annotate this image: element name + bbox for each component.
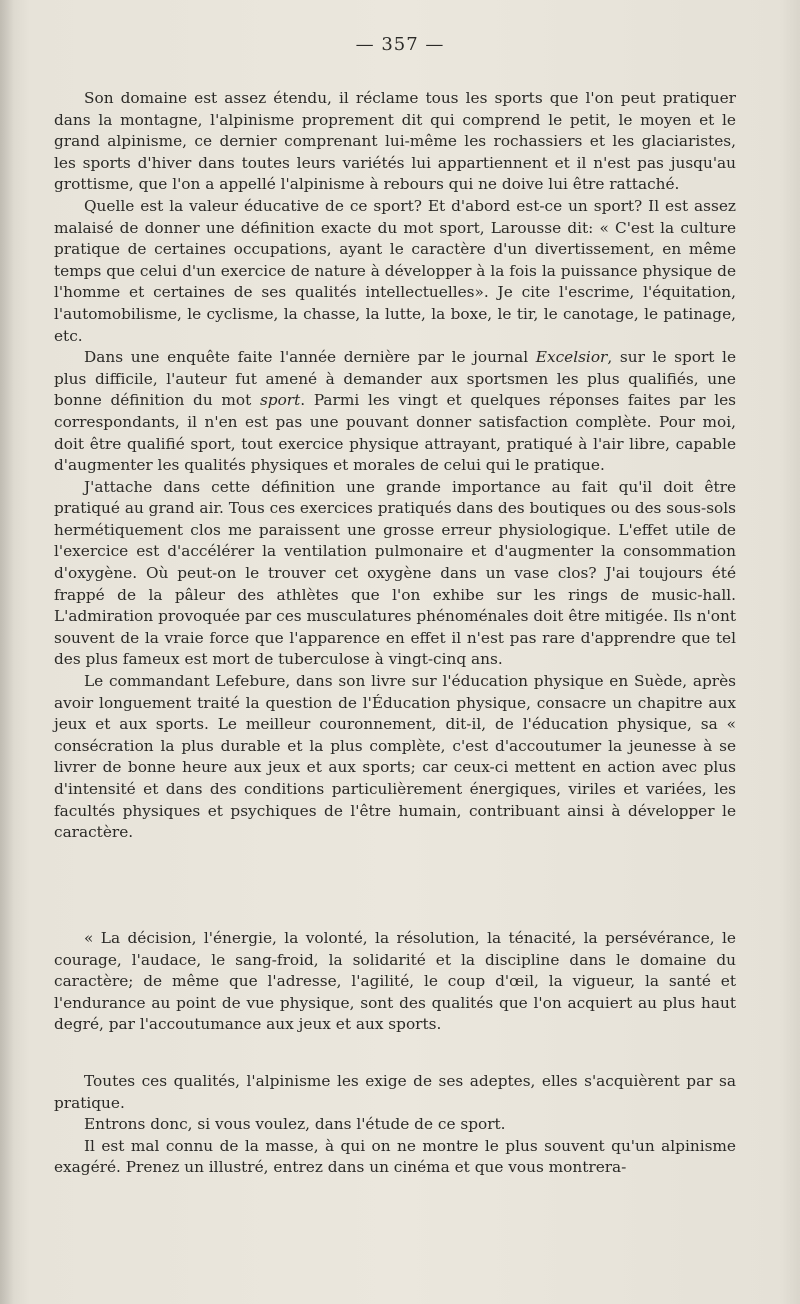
journal-title: Excelsior: [535, 348, 608, 367]
page-number: — 357 —: [355, 34, 445, 55]
main-text-block: [54, 88, 736, 844]
paragraph-text: , sur le sport le plus difficile, l'auteur fut amené à demander aux sportsmen les plus qualifiés, une bonne définition du mot: [54, 348, 736, 410]
paragraph: Son domaine est assez étendu, il réclame tous les sports que l'on peut pratiquer dans la montagne, l'alpinisme proprement dit qui comprend le petit, le moyen et le grand alpinisme, ce dernier comprenant lui-même les rochassiers et les glaciaristes, les sports d'hiver dans toutes leurs variétés lui appartiennent et il n'est pas jusqu'au grottisme, que l'on a appellé l'alpinisme à rebours qui ne doive lui être rattaché.: [54, 89, 736, 194]
paragraph: J'attache dans cette définition une grande importance au fait qu'il doit être pratiqué au grand air. Tous ces exercices pratiqués dans des boutiques ou des sous-sols hermétiquement clos me paraissent une grosse erreur physiologique. L'effet utile de l'exercice est d'accélérer la ventilation pulmonaire et d'augmenter la consommation d'oxygène. Où peut-on le trouver cet oxygène dans un vase clos? J'ai toujours été frappé de la pâleur des athlètes que l'on exhibe sur les rings de music-hall. L'admiration provoquée par ces musculatures phénoménales doit être mitigée. Ils n'ont souvent de la vraie force que l'apparence en effet il n'est pas rare d'apprendre que tel des plus fameux est mort de tuberculose à vingt-cinq ans.: [54, 477, 736, 669]
paragraph: Il est mal connu de la masse, à qui on ne montre le plus souvent qu'un alpinisme exagéré. Prenez un illustré, entrez dans un cinéma et que vous montrera-: [54, 1136, 736, 1177]
page-edge-shadow: [0, 0, 14, 1304]
paragraph: Entrons donc, si vous voulez, dans l'étude de ce sport.: [84, 1115, 506, 1134]
paragraph: Le commandant Lefebure, dans son livre sur l'éducation physique en Suède, après avoir longuement traité la question de l'Éducation physique, consacre un chapitre aux jeux et aux sports. Le meilleur couronnement, dit-il, de l'éducation physique, sa « consécration la plus durable et la plus complète, c'est d'accoutumer la jeunesse à se livrer de bonne heure aux jeux et aux sports; car ceux-ci mettent en action avec plus d'intensité et dans des conditions particulièrement énergiques, viriles et variées, les facultés physiques et psychiques de l'être humain, contribuant ainsi à développer le caractère.: [54, 672, 736, 842]
paragraph-text: Dans une enquête faite l'année dernière par le journal: [84, 348, 536, 367]
paragraph-text: . Parmi les vingt et quelques réponses faites par les correspondants, il n'en est pas une pouvant donner satisfaction complète. Pour moi, doit être qualifié sport, tout exercice physique attrayant, pratiqué à l'air libre, capable d'augmenter les qualités physiques et morales de celui qui le pratique.: [54, 391, 737, 475]
paragraph: [54, 347, 736, 477]
quote-block: [54, 928, 736, 1036]
closing-text-block: [54, 1071, 736, 1179]
quote-paragraph: « La décision, l'énergie, la volonté, la résolution, la ténacité, la persévérance, le courage, l'audace, le sang-froid, la solidarité et la discipline dans le domaine du caractère; de même que l'adresse, l'agilité, le coup d'œil, la vigueur, la santé et l'endurance au point de vue physique, sont des qualités que l'on acquiert au plus haut degré, par l'accoutumance aux jeux et aux sports.: [54, 929, 736, 1034]
emphasized-word: sport: [259, 391, 301, 410]
paragraph: Toutes ces qualités, l'alpinisme les exige de ses adeptes, elles s'acquièrent par sa pratique.: [54, 1072, 736, 1112]
paragraph: Quelle est la valeur éducative de ce sport? Et d'abord est-ce un sport? Il est assez malaisé de donner une définition exacte du mot sport, Larousse dit: « C'est la culture pratique de certaines occupations, ayant le caractère d'un divertissement, en même temps que celui d'un exercice de nature à développer à la fois la puissance physique de l'homme et certaines de ses qualités intellectuelles». Je cite l'escrime, l'équitation, l'automobilisme, le cyclisme, la chasse, la lutte, la boxe, le tir, le canotage, le patinage, etc.: [54, 196, 736, 345]
